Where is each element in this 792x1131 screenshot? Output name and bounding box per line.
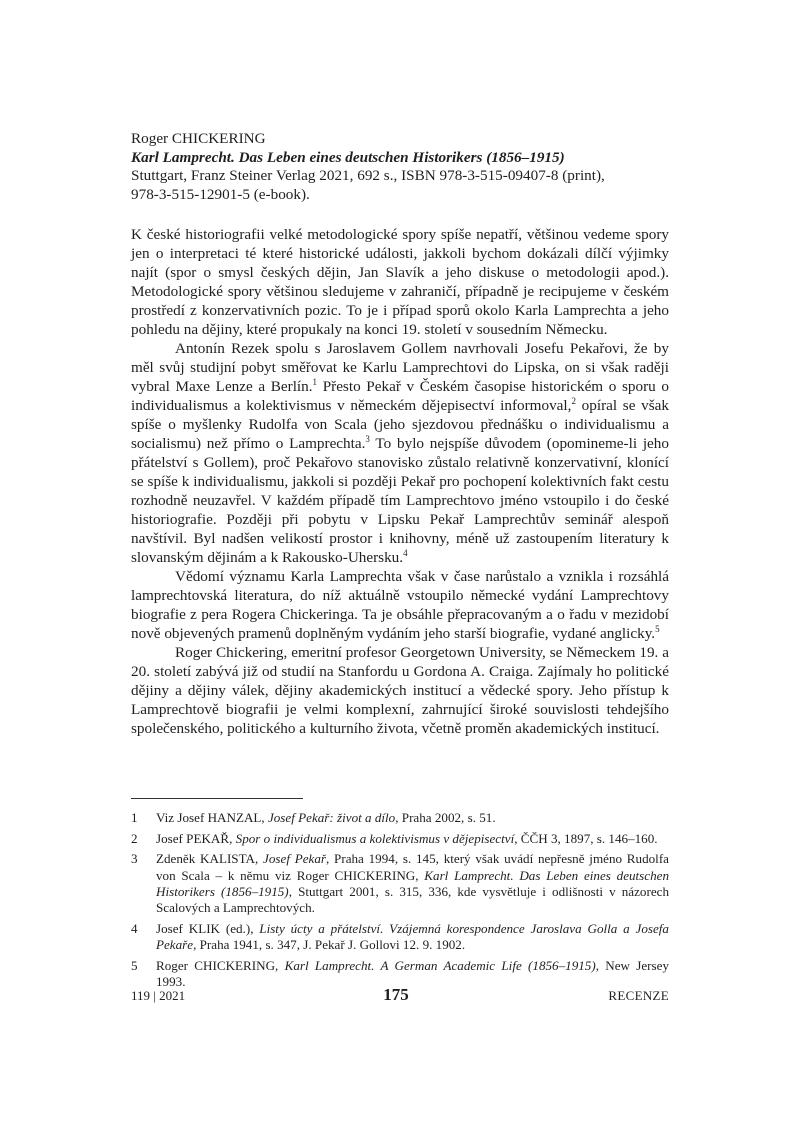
footnote-ref-3[interactable]: 3: [365, 433, 370, 444]
footnote-ref-2[interactable]: 2: [571, 395, 576, 406]
review-body: [131, 225, 669, 738]
footnote-number: 1: [131, 810, 138, 825]
page-number: 175: [383, 985, 409, 1004]
paragraph-4: Roger Chickering, emeritní profesor Georgetown University, se Německem 19. a 20. století zabývá již od studií na Stanfordu u Gordona A. Craiga. Zajímaly ho politické dějiny a dějiny válek, dějiny akademických institucí a vědecké spory. Jeho přístup k Lamprechtově biografii je velmi komplexní, zahrnující široké souvislosti tehdejšího společenského, politického a kulturního života, včetně proměn akademických institucí.: [131, 644, 669, 737]
footnote-ref-1[interactable]: 1: [312, 376, 318, 387]
reviewed-book-header: [131, 130, 671, 204]
footnote-5: 5 Roger CHICKERING, Karl Lamprecht. A German Academic Life (1856–1915), New Jersey 1993.: [131, 957, 669, 989]
book-publication-line-1: Stuttgart, Franz Steiner Verlag 2021, 692 s., ISBN 978-3-515-09407-8 (print),: [131, 167, 605, 185]
footnote-4: 4 Josef KLIK (ed.), Listy úcty a přátelství. Vzájemná korespondence Jaroslava Golla a Josefa Pekaře, Praha 1941, s. 347, J. Pekař J. Gollovi 12. 9. 1902.: [131, 920, 669, 952]
book-publication-line-2: 978-3-515-12901-5 (e-book).: [131, 185, 310, 203]
footnote-1: 1 Viz Josef HANZAL, Josef Pekař: život a dílo, Praha 2002, s. 51.: [131, 810, 496, 825]
section-label: RECENZE: [608, 988, 669, 1003]
footnote-number: 2: [131, 830, 138, 846]
paragraph-3: Vědomí významu Karla Lamprechta však v čase narůstalo a vznikla i rozsáhlá lamprechtovská literatura, do níž aktuálně vstoupilo německé vydání Lamprechtovy biografie z pera Rogera Chickeringa. Ta je obsáhle přepracovaným a o řadu v mezidobí nově objevených pramenů doplněným vydáním jeho starší biografie, vydané anglicky.$^5$: [131, 568, 669, 642]
footnote-number: 5: [131, 957, 138, 973]
footnote-ref-5[interactable]: 5: [655, 623, 660, 634]
footnote-number: 4: [131, 920, 138, 936]
footnote-separator: [131, 798, 303, 799]
paragraph-1: K české historiografii velké metodologické spory spíše nepatří, většinou vedeme spory jen o interpretaci té které historické události, jakkoli bychom dokázali dílčí výjimky najít (spor o smysl českých dějin, Jan Slavík a jeho diskuse o metodologii apod.). Metodologické spory většinou sledujeme v zahraničí, případně je recipujeme v českém prostředí z konzervativních pozic. To je i případ sporů okolo Karla Lamprechta a jeho pohledu na dějiny, které propukaly na konci 19. století v sousedním Německu.: [131, 226, 669, 338]
footnote-3: 3 Zdeněk KALISTA, Josef Pekař, Praha 1994, s. 145, který však uvádí nepřesně jméno Rudolfa von Scala – k němu viz Roger CHICKERING, Karl Lamprecht. Das Leben eines deutschen Historikers (1856–1915), Stuttgart 2001, s. 315, 336, kde vysvětluje i odlišnosti v názorech Scalových a Lamprechtových.: [131, 851, 669, 916]
book-title: Karl Lamprecht. Das Leben eines deutschen Historikers (1856–1915): [131, 148, 565, 166]
footnote-2: 2 Josef PEKAŘ, Spor o individualismus a kolektivismus v dějepisectví, ČČH 3, 1897, s. 146–160.: [131, 830, 658, 846]
paragraph-2: Antonín Rezek spolu s Jaroslavem Gollem navrhovali Josefu Pekařovi, že by měl svůj studijní pobyt směřovat ke Karlu Lamprechtovi do Lipska, on si však raději vybral Maxe Lenze a Berlín.$^1$ Přesto Pekař v Českém časopise historickém o sporu o individualismus a kolektivismus v německém dějepisectví informoval,$^2$ opíral se však spíše o myšlenky Rudolfa von Scala (jeho sjezdovou přednášku o individualismu a socialismu) než přímo o Lamprechta.$^3$ To bylo nejspíše důvodem (opomineme-li jeho přátelství s Gollem), proč Pekařovo stanovisko zůstalo relativně konzervativní, klonící se spíše k individualismu, jakkoli si později Pekař pro pochopení kolektivních fakt cestu rozhodně neuzavřel. V každém případě tím Lamprechtovo jméno vstoupilo i do české historiografie. Později při pobytu v Lipsku Pekař Lamprechtův seminář alespoň navštívil. Byl nadšen velikostí prostor i knihovny, méně už zastoupením literatury k slovanským dějinám a k Rakousko-Uhersku.$^4$: [131, 340, 669, 566]
footnote-number: 3: [131, 851, 138, 867]
footnotes: [131, 810, 669, 995]
footnote-ref-4[interactable]: 4: [403, 547, 408, 558]
issue-label: 119 | 2021: [131, 988, 186, 1003]
book-author: Roger CHICKERING: [131, 130, 266, 147]
